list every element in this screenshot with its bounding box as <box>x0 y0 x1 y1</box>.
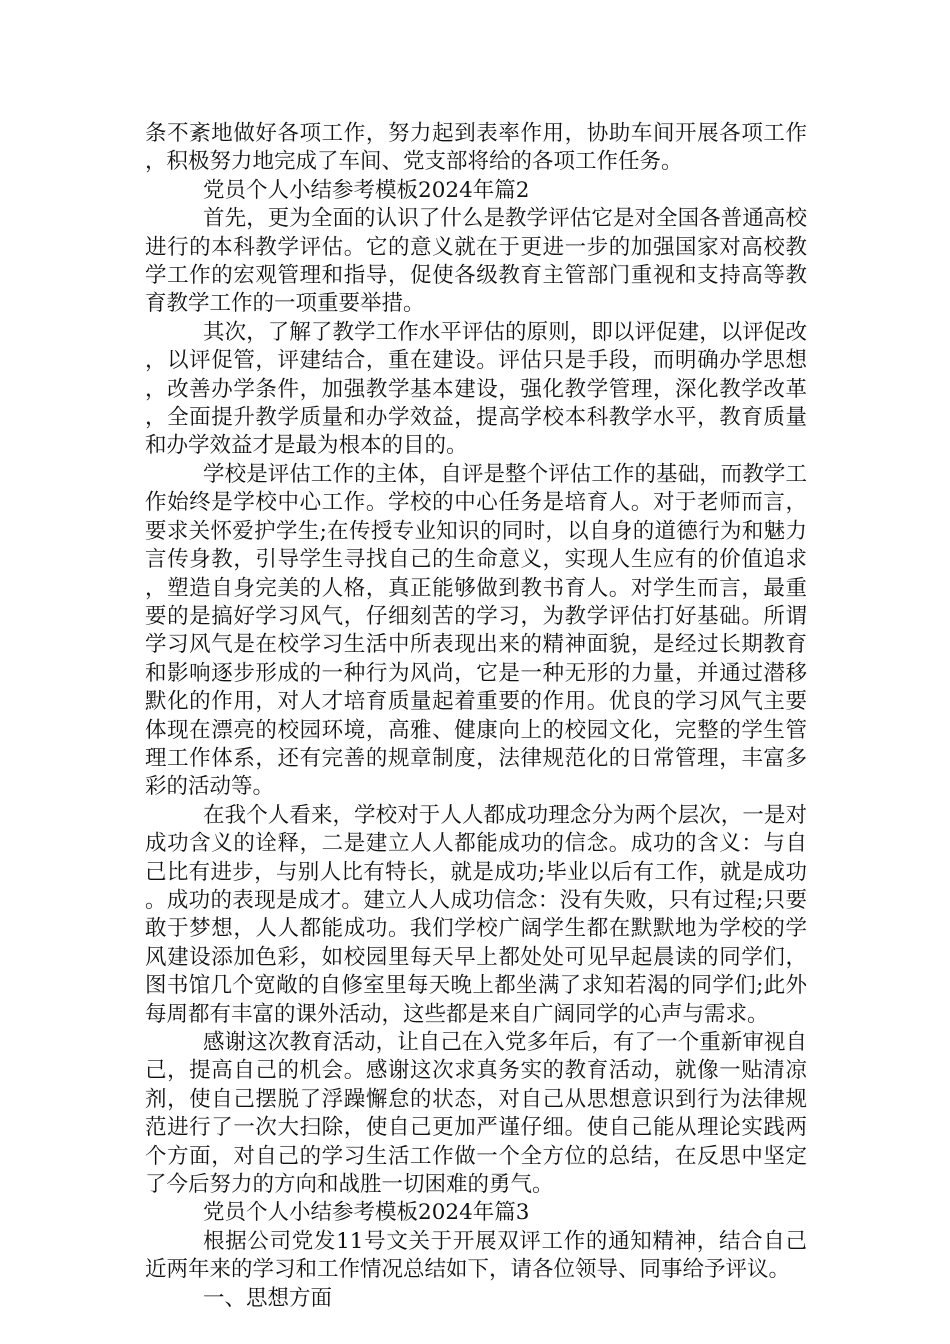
section-heading-part-2: 党员个人小结参考模板2024年篇2 <box>203 177 530 203</box>
paragraph-continuation: 条不紊地做好各项工作，努力起到表率作用，协助车间开展各项工作，积极努力地完成了车间、党支部将给的各项工作任务。 <box>145 121 807 175</box>
document-body <box>145 120 807 1313</box>
paragraph-evaluation-principles: 其次，了解了教学工作水平评估的原则，即以评促建，以评促改，以评促管，评建结合，重在建设。评估只是手段，而明确办学思想，改善办学条件，加强教学基本建设，强化教学管理，深化教学改革，全面提升教学质量和办学效益，提高学校本科教学水平，教育质量和办学效益才是最为根本的目的。 <box>145 319 807 459</box>
paragraph-notice-intro: 根据公司党发11号文关于开展双评工作的通知精神，结合自己近两年来的学习和工作情况总结如下，请各位领导、同事给予评议。 <box>145 1228 807 1283</box>
subheading-ideology: 一、思想方面 <box>203 1285 333 1311</box>
paragraph-gratitude: 感谢这次教育活动，让自己在入党多年后，有了一个重新审视自己，提高自己的机会。感谢这次求真务实的教育活动，就像一贴清凉剂，使自己摆脱了浮躁懈怠的状态，对自己从思想意识到行为法律规范进行了一次大扫除，使自己更加严谨仔细。使自己能从理论实践两个方面，对自己的学习生活工作做一个全方位的总结，在反思中坚定了今后努力的方向和战胜一切困难的勇气。 <box>145 1030 807 1198</box>
paragraph-evaluation-meaning: 首先，更为全面的认识了什么是教学评估它是对全国各普通高校进行的本科教学评估。它的意义就在于更进一步的加强国家对高校教学工作的宏观管理和指导，促使各级教育主管部门重视和支持高等教育教学工作的一项重要举措。 <box>145 206 807 317</box>
paragraph-success-concept: 在我个人看来，学校对于人人都成功理念分为两个层次，一是对成功含义的诠释，二是建立人人都能成功的信念。成功的含义：与自己比有进步，与别人比有特长，就是成功;毕业以后有工作，就是成功。成功的表现是成才。建立人人成功信念：没有失败，只有过程;只要敢于梦想，人人都能成功。我们学校广阔学生都在默默地为学校的学风建设添加色彩，如校园里每天早上都处处可见早起晨读的同学们，图书馆几个宽敞的自修室里每天晚上都坐满了求知若渴的同学们;此外每周都有丰富的课外活动，这些都是来自广阔同学的心声与需求。 <box>145 802 807 1027</box>
section-heading-part-3: 党员个人小结参考模板2024年篇3 <box>203 1200 530 1226</box>
paragraph-school-subject: 学校是评估工作的主体，自评是整个评估工作的基础，而教学工作始终是学校中心工作。学校的中心任务是培育人。对于老师而言，要求关怀爱护学生;在传授专业知识的同时，以自身的道德行为和魅力言传身教，引导学生寻找自己的生命意义，实现人生应有的价值追求，塑造自身完美的人格，真正能够做到教书育人。对学生而言，最重要的是搞好学习风气，仔细刻苦的学习，为教学评估打好基础。所谓学习风气是在校学习生活中所表现出来的精神面貌，是经过长期教育和影响逐步形成的一种行为风尚，它是一种无形的力量，并通过潜移默化的作用，对人才培育质量起着重要的作用。优良的学习风气主要体现在漂亮的校园环境，高雅、健康向上的校园文化，完整的学生管理工作体系，还有完善的规章制度，法律规范化的日常管理，丰富多彩的活动等。 <box>145 461 807 800</box>
